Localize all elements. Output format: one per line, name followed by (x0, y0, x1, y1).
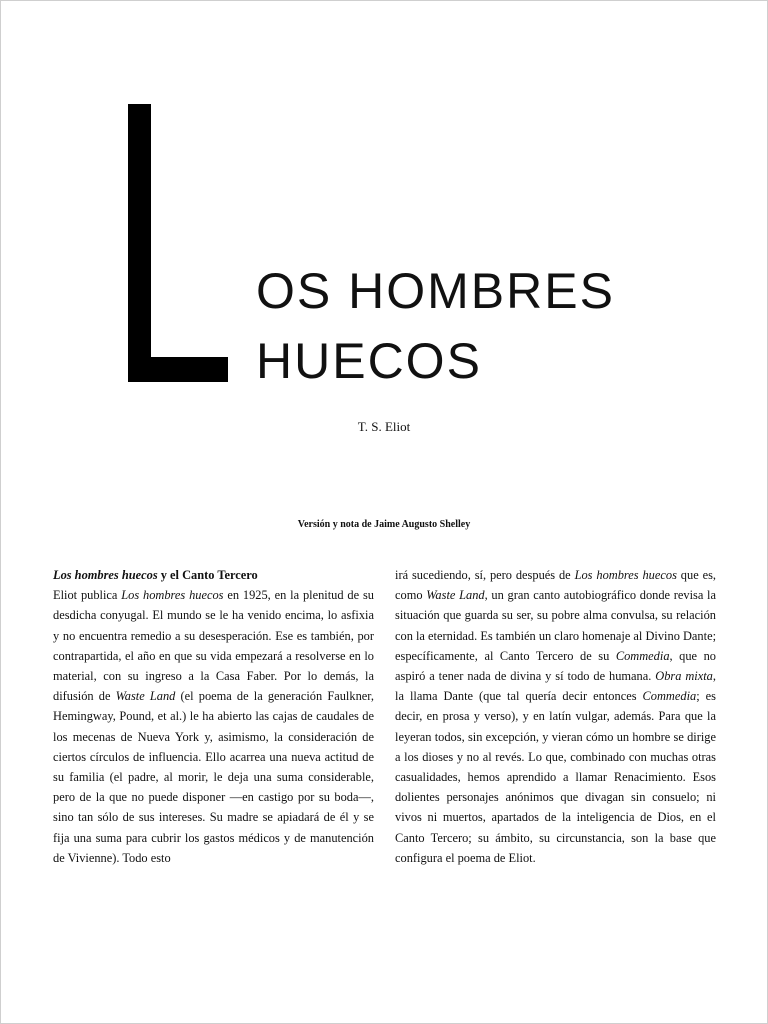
italic-title: Obra mixta (655, 669, 713, 684)
italic-title: Los hombres huecos (121, 588, 224, 603)
right-paragraph (395, 565, 716, 868)
section-heading (53, 565, 374, 585)
text-run: , que no aspiró a tener nada de divina y sí todo de humana. (395, 648, 716, 684)
drop-cap-foot (128, 357, 228, 382)
left-paragraph (53, 585, 374, 868)
right-column (395, 565, 716, 868)
left-column (53, 565, 374, 868)
drop-cap-stem (128, 104, 151, 382)
text-run: ; es decir, en prosa y verso), y en latín vulgar, además. Para que la leyeran todos, sin excepción, y vieran cómo un hombre se dirige a los dioses y no al revés. Lo que, combinado con muchas otras casualidades, hemos aprendido a llamar Renacimiento. Esos dolientes personajes anónimos que divagan sin consuelo; ni vivos ni muertos, apartados de la inteligencia de Dios, en el Canto Tercero; su ámbito, su circunstancia, son la base que configura el poema de Eliot. (395, 689, 716, 865)
title-line-2: HUECOS (256, 333, 482, 389)
italic-title: Commedia (615, 648, 670, 663)
italic-title: Waste Land (426, 588, 485, 603)
text-run: , la llama Dante (que tal quería decir entonces (395, 669, 716, 704)
page-title (256, 256, 716, 396)
italic-title: Waste Land (115, 689, 176, 704)
drop-cap-l (128, 104, 228, 382)
text-run: Eliot publica (53, 588, 122, 603)
text-run: en 1925, en la plenitud de su desdicha conyugal. El mundo se le ha venido encima, lo asfixia y no encuentra remedio a su desesperación. Ese es también, por contrapartida, el año en que su vida empezará a resolverse en lo material, con su ingreso a la Casa Faber. Por lo demás, la difusión de (53, 588, 374, 704)
author-name: T. S. Eliot (357, 419, 411, 434)
heading-italic: Los hombres huecos (53, 568, 158, 582)
italic-title: Los hombres huecos (574, 568, 677, 582)
text-run: que es, como (395, 568, 717, 603)
text-run: , un gran canto autobiográfico donde revisa la situación que guarda su ser, su pobre alma convulsa, su relación con la eternidad. Es también un claro homenaje al Divino Dante; específicamente, al Canto Tercero de su (395, 588, 717, 663)
title-line-1: OS HOMBRES (256, 263, 615, 319)
translation-credit: Versión y nota de Jaime Augusto Shelley (297, 519, 471, 530)
heading-rest: y el Canto Tercero (157, 568, 258, 582)
text-run: (el poema de la generación Faulkner, Hemingway, Pound, et al.) le ha abierto las cajas de caudales de los mecenas de Nueva York y, asimismo, la consideración de ciertos círculos de influencia. Ello acarrea una nueva actitud de su familia (el padre, al morir, le deja una suma considerable, pero de la que no puede disponer —en castigo por su boda—, sino tan sólo de sus intereses. Su madre se apiadará de él y se fija una suma para cubrir los gastos médicos y de manutención de Vivienne). Todo esto (53, 689, 374, 865)
text-run: irá sucediendo, sí, pero después de (395, 568, 575, 582)
italic-title: Commedia (642, 689, 697, 704)
